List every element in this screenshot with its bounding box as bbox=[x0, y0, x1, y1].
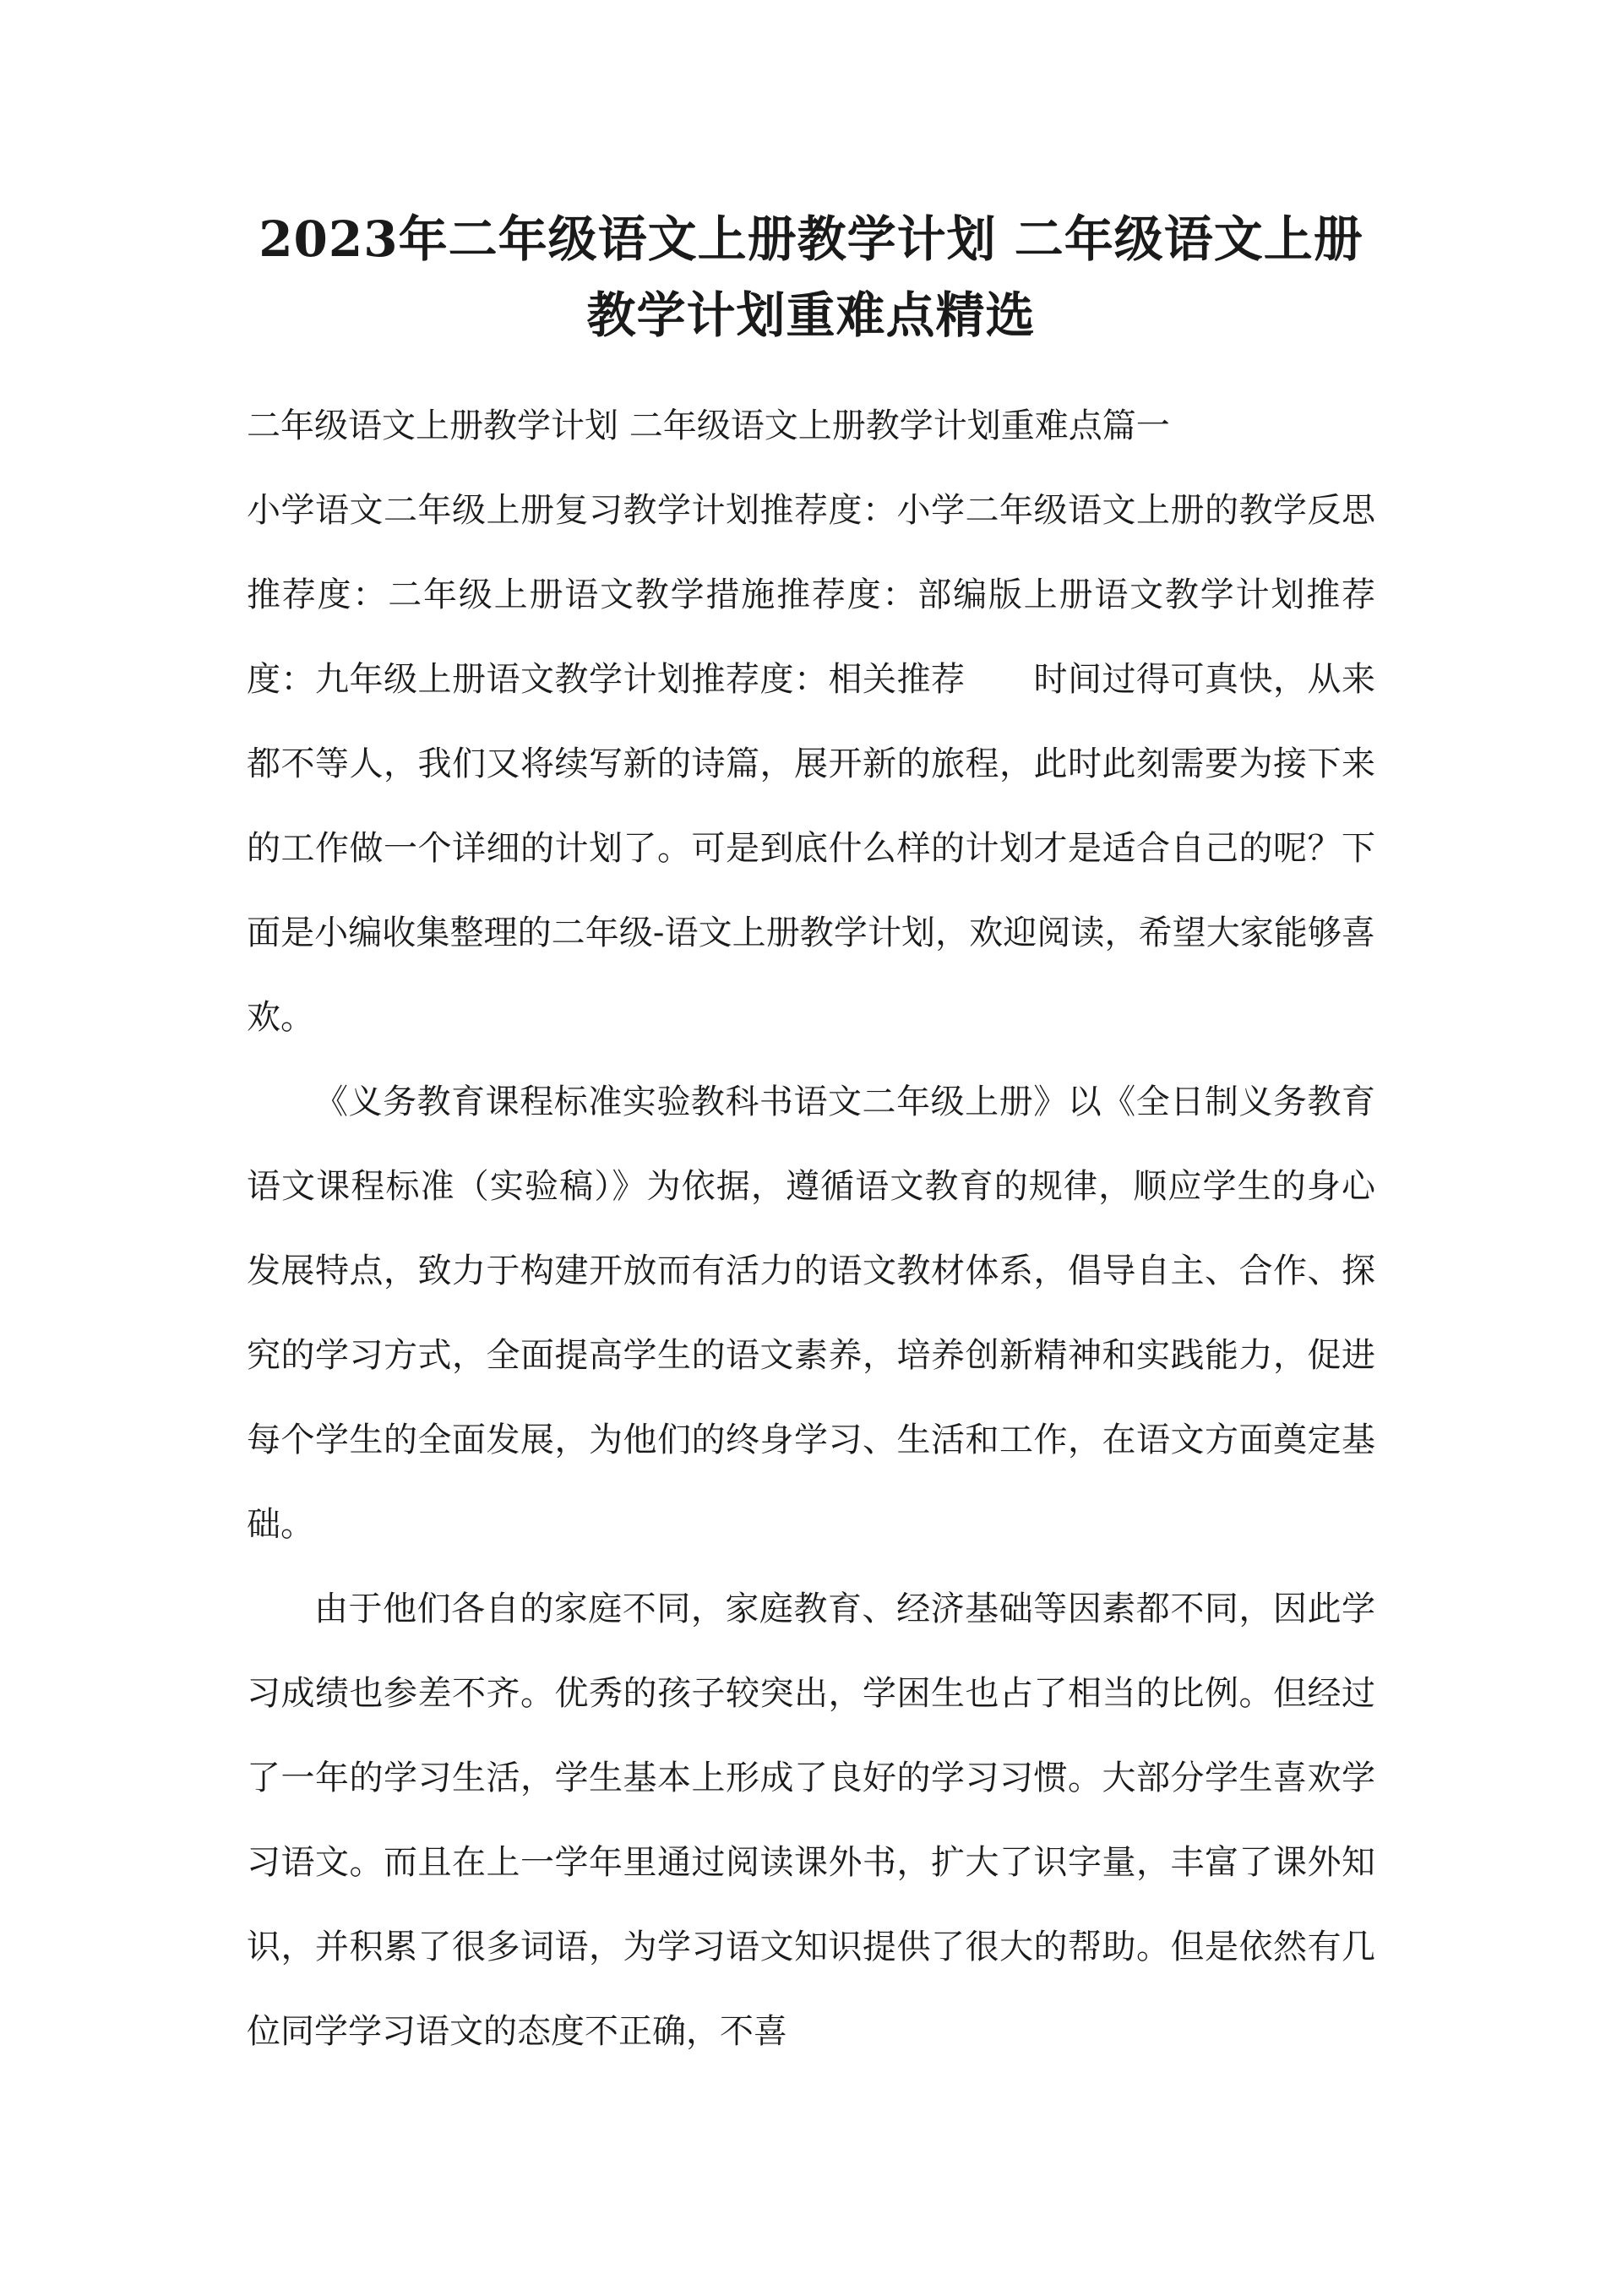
paragraph-students: 由于他们各自的家庭不同，家庭教育、经济基础等因素都不同，因此学习成绩也参差不齐。优秀的孩子较突出，学困生也占了相当的比例。但经过了一年的学习生活，学生基本上形成了良好的学习习惯。大部分学生喜欢学习语文。而且在上一学年里通过阅读课外书，扩大了识字量，丰富了课外知识，并积累了很多词语，为学习语文知识提供了很大的帮助。但是依然有几位同学学习语文的态度不正确，不喜 bbox=[247, 1590, 1375, 2051]
paragraph-intro: 小学语文二年级上册复习教学计划推荐度：小学二年级语文上册的教学反思推荐度：二年级上册语文教学措施推荐度：部编版上册语文教学计划推荐度：九年级上册语文教学计划推荐度：相关推荐 时间过得可真快，从来都不等人，我们又将续写新的诗篇，展开新的旅程，此时此刻需要为接下来的工作做一个详细的计划了。可是到底什么样的计划才是适合自己的呢？下面是小编收集整理的二年级-语文上册教学计划，欢迎阅读，希望大家能够喜欢。 bbox=[247, 491, 1375, 1037]
section-heading: 二年级语文上册教学计划 二年级语文上册教学计划重难点篇一 bbox=[247, 406, 1170, 445]
document-content bbox=[247, 201, 1375, 2074]
document-title: 2023年二年级语文上册教学计划 二年级语文上册教学计划重难点精选 bbox=[259, 210, 1363, 344]
paragraph-textbook: 《义务教育课程标准实验教科书语文二年级上册》以《全日制义务教育语文课程标准（实验稿）》为依据，遵循语文教育的规律，顺应学生的身心发展特点，致力于构建开放而有活力的语文教材体系，倡导自主、合作、探究的学习方式，全面提高学生的语文素养，培养创新精神和实践能力，促进每个学生的全面发展，为他们的终身学习、生活和工作，在语文方面奠定基础。 bbox=[247, 1083, 1375, 1544]
